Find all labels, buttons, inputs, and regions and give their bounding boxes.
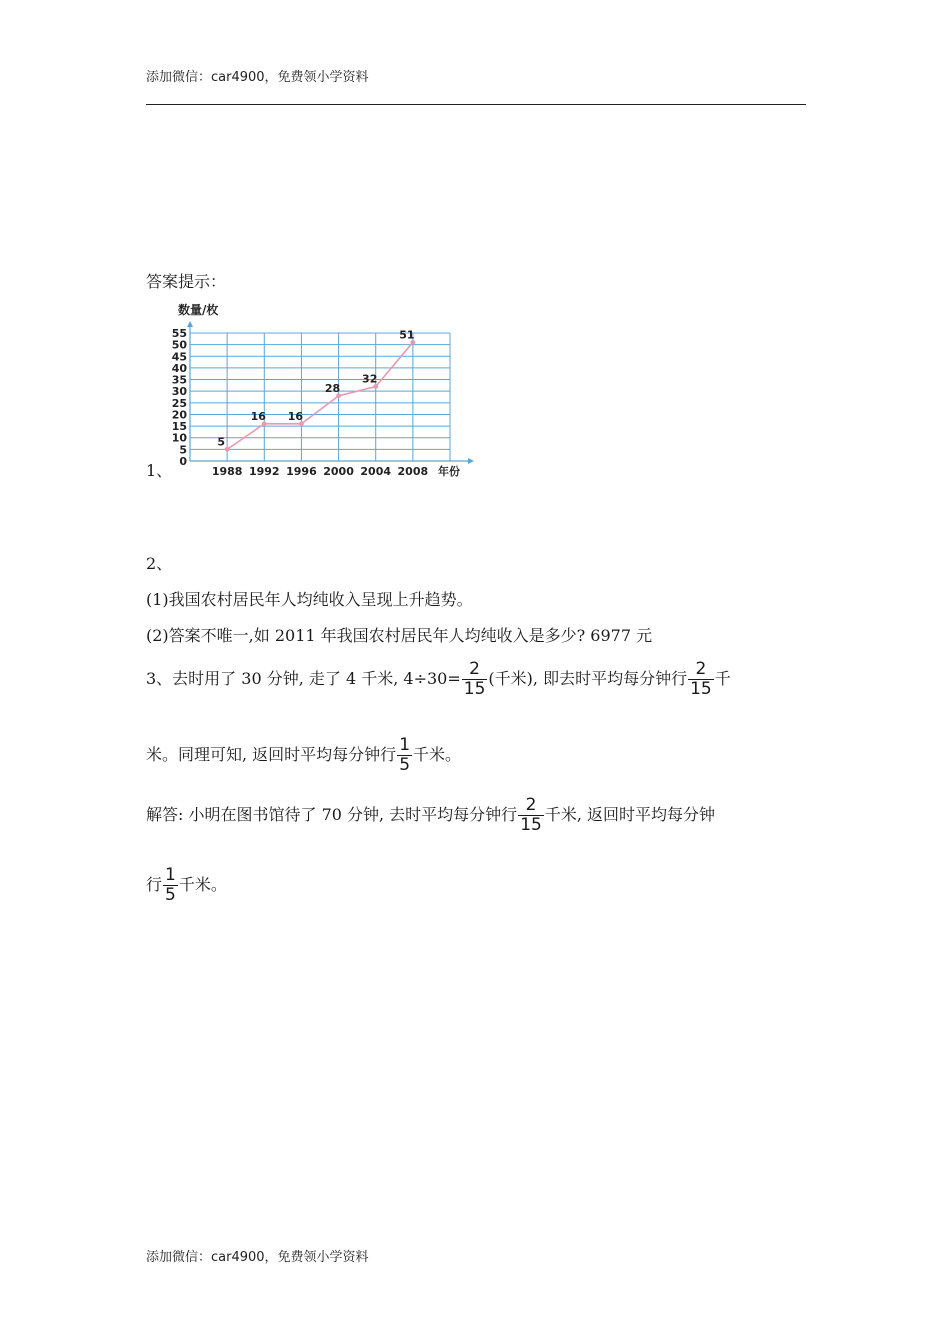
y-tick-label: 25 (171, 396, 187, 410)
y-tick-label: 10 (171, 431, 187, 445)
q3-text-c: 千 (714, 669, 731, 688)
y-tick-label: 20 (171, 408, 187, 422)
y-tick-label: 35 (171, 373, 187, 387)
x-tick-label: 1988 (211, 465, 243, 478)
solution-text-a: 解答: 小明在图书馆待了 70 分钟, 去时平均每分钟行 (146, 805, 518, 824)
solution-line-1 (146, 796, 715, 835)
q3-fraction-1: $\frac{2}{15}$ (463, 659, 486, 699)
x-axis-title: 年份 (438, 465, 460, 478)
q3-text-a: 3、去时用了 30 分钟, 走了 4 千米, 4÷30= (146, 669, 461, 688)
data-label: 51 (399, 328, 415, 342)
data-label: 28 (324, 381, 341, 395)
solution-text-b: 千米, 返回时平均每分钟 (544, 805, 716, 824)
y-tick-label: 5 (179, 443, 187, 457)
y-tick-label: 55 (171, 327, 187, 340)
question-3-line-1 (146, 660, 731, 699)
answer-title: 答案提示： (146, 272, 227, 291)
question-3-line-2 (146, 736, 461, 775)
solution-fraction-2: $\frac{1}{5}$ (165, 865, 176, 905)
data-label: 5 (217, 435, 225, 449)
y-tick-label: 30 (171, 385, 187, 399)
q3-fraction-3: $\frac{1}{5}$ (399, 735, 411, 775)
x-tick-label: 2000 (323, 465, 354, 478)
x-tick-label: 1992 (248, 465, 280, 478)
x-axis-arrow (468, 458, 474, 464)
data-point (225, 447, 230, 452)
question-2-label: 2、 (146, 554, 173, 573)
y-tick-label: 40 (171, 361, 187, 375)
data-label: 16 (287, 409, 304, 423)
question-2-line-1: (1)我国农村居民年人均纯收入呈现上升趋势。 (146, 590, 473, 609)
y-tick-label: 50 (171, 338, 187, 352)
line-chart (170, 298, 480, 483)
solution-fraction-1: $\frac{2}{15}$ (520, 795, 542, 835)
chart-labels (172, 302, 460, 478)
x-tick-label: 1996 (286, 465, 317, 478)
y-tick-label: 45 (171, 350, 187, 364)
x-tick-label: 2008 (397, 465, 429, 478)
solution-line-2 (146, 866, 227, 905)
y-tick-label: 0 (179, 455, 187, 468)
series-line (227, 342, 413, 449)
solution-text-c: 行 (146, 875, 163, 894)
question-1-label: 1、 (146, 461, 173, 480)
chart-grid (190, 333, 450, 461)
y-tick-label: 15 (171, 420, 187, 434)
q3-text-d: 米。同理可知, 返回时平均每分钟行 (146, 745, 397, 764)
page-footer: 添加微信：car4900，免费领小学资料 (146, 1250, 369, 1265)
y-axis-arrow (187, 321, 193, 327)
header-rule (146, 104, 806, 105)
q3-text-b: (千米), 即去时平均每分钟行 (488, 669, 688, 688)
y-axis-title: 数量/枚 (178, 303, 219, 317)
data-label: 16 (250, 409, 266, 423)
question-2-line-2: (2)答案不唯一,如 2011 年我国农村居民年人均纯收入是多少? 6977 元 (146, 626, 653, 645)
x-tick-label: 2004 (360, 465, 392, 478)
q3-text-e: 千米。 (413, 745, 462, 764)
data-label: 32 (362, 372, 378, 386)
page-header: 添加微信：car4900，免费领小学资料 (146, 70, 369, 85)
solution-text-d: 千米。 (178, 875, 227, 894)
q3-fraction-2: $\frac{2}{15}$ (690, 659, 712, 699)
